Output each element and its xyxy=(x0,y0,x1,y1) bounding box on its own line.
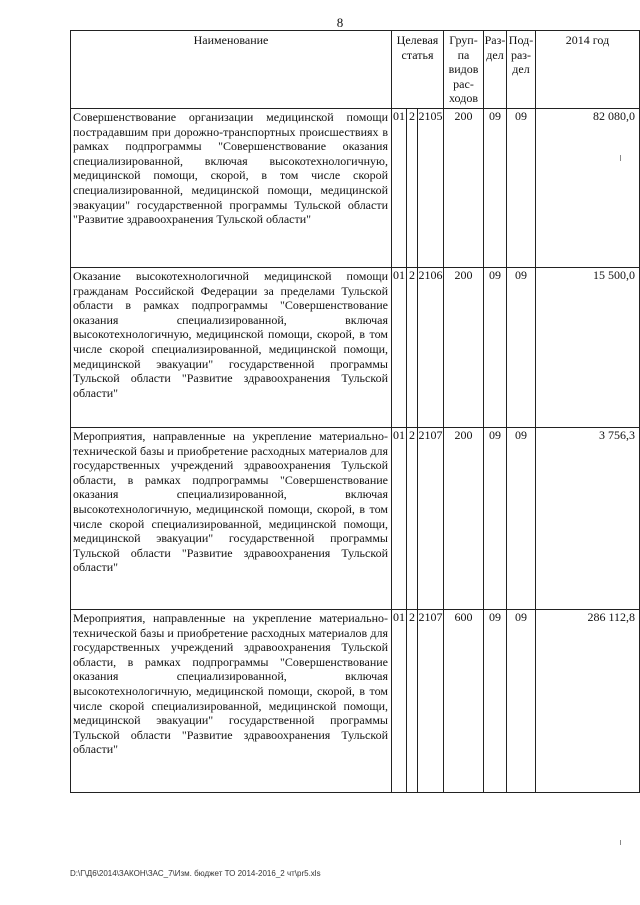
row-code-program: 01 xyxy=(392,109,407,268)
row-code-direction: 2105 xyxy=(418,109,444,268)
page-number: 8 xyxy=(336,15,344,30)
header-expense-group: Груп-па видов рас-ходов xyxy=(444,31,484,109)
row-section: 09 xyxy=(484,428,507,610)
footer-file-path: D:\Г\Д6\2014\ЗАКОН\ЗАС_7\Изм. бюджет ТО 2014-2016_2 чт\pr5.xls xyxy=(70,869,321,878)
row-code-direction: 2107 xyxy=(418,610,444,793)
row-section: 09 xyxy=(484,268,507,428)
row-subsection: 09 xyxy=(507,428,536,610)
table-row xyxy=(71,610,640,793)
row-code-subprogram: 2 xyxy=(407,610,418,793)
row-code-subprogram: 2 xyxy=(407,428,418,610)
row-amount: 286 112,8 xyxy=(536,610,640,793)
header-row xyxy=(71,31,640,109)
row-code-program: 01 xyxy=(392,610,407,793)
row-name: Оказание высокотехнологичной медицинской помощи гражданам Российской Федерации за пределами Тульской области в рамках подпрограммы "Совершенствование оказания специализированной, включая высокотехнологичную, медицинской помощи, скорой, в том числе скорой специализированной, медицинской помощи, медицинской эвакуации" государственной программы Тульской области "Развитие здравоохранения Тульской области" xyxy=(71,268,392,428)
row-expense-group: 200 xyxy=(444,268,484,428)
row-code-subprogram: 2 xyxy=(407,109,418,268)
row-amount: 3 756,3 xyxy=(536,428,640,610)
row-name: Мероприятия, направленные на укрепление материально-технической базы и приобретение расходных материалов для государственных учреждений здравоохранения Тульской области, в рамках подпрограммы "Совершенствование оказания специализированной, включая высокотехнологичную, медицинской помощи, скорой, в том числе скорой специализированной, медицинской помощи, медицинской эвакуации" государственной программы Тульской области "Развитие здравоохранения Тульской области" xyxy=(71,428,392,610)
header-year: 2014 год xyxy=(536,31,640,109)
header-target-article: Целевая статья xyxy=(392,31,444,109)
row-subsection: 09 xyxy=(507,109,536,268)
row-section: 09 xyxy=(484,109,507,268)
row-section: 09 xyxy=(484,610,507,793)
row-amount: 82 080,0 xyxy=(536,109,640,268)
header-section: Раз-дел xyxy=(484,31,507,109)
row-code-program: 01 xyxy=(392,428,407,610)
row-name: Совершенствование организации медицинской помощи пострадавшим при дорожно-транспортных происшествиях в рамках подпрограммы "Совершенствование оказания специализированной, включая высокотехнологичную, медицинской помощи, скорой, в том числе скорой специализированной, медицинской помощи, медицинской эвакуации" государственной программы Тульской области "Развитие здравоохранения Тульской области" xyxy=(71,109,392,268)
row-expense-group: 600 xyxy=(444,610,484,793)
row-expense-group: 200 xyxy=(444,428,484,610)
table-row xyxy=(71,109,640,268)
header-name: Наименование xyxy=(71,31,392,109)
scan-mark xyxy=(620,155,621,161)
row-name: Мероприятия, направленные на укрепление материально-технической базы и приобретение расходных материалов для государственных учреждений здравоохранения Тульской области, в рамках подпрограммы "Совершенствование оказания специализированной, включая высокотехнологичную, медицинской помощи, скорой, в том числе скорой специализированной, медицинской помощи, медицинской эвакуации" государственной программы Тульской области "Развитие здравоохранения Тульской области" xyxy=(71,610,392,793)
row-code-program: 01 xyxy=(392,268,407,428)
budget-table xyxy=(70,30,640,793)
header-subsection: Под-раз-дел xyxy=(507,31,536,109)
row-subsection: 09 xyxy=(507,610,536,793)
table-row xyxy=(71,268,640,428)
row-code-direction: 2106 xyxy=(418,268,444,428)
table-row xyxy=(71,428,640,610)
row-code-direction: 2107 xyxy=(418,428,444,610)
row-subsection: 09 xyxy=(507,268,536,428)
scan-mark xyxy=(620,840,621,845)
row-code-subprogram: 2 xyxy=(407,268,418,428)
row-amount: 15 500,0 xyxy=(536,268,640,428)
row-expense-group: 200 xyxy=(444,109,484,268)
